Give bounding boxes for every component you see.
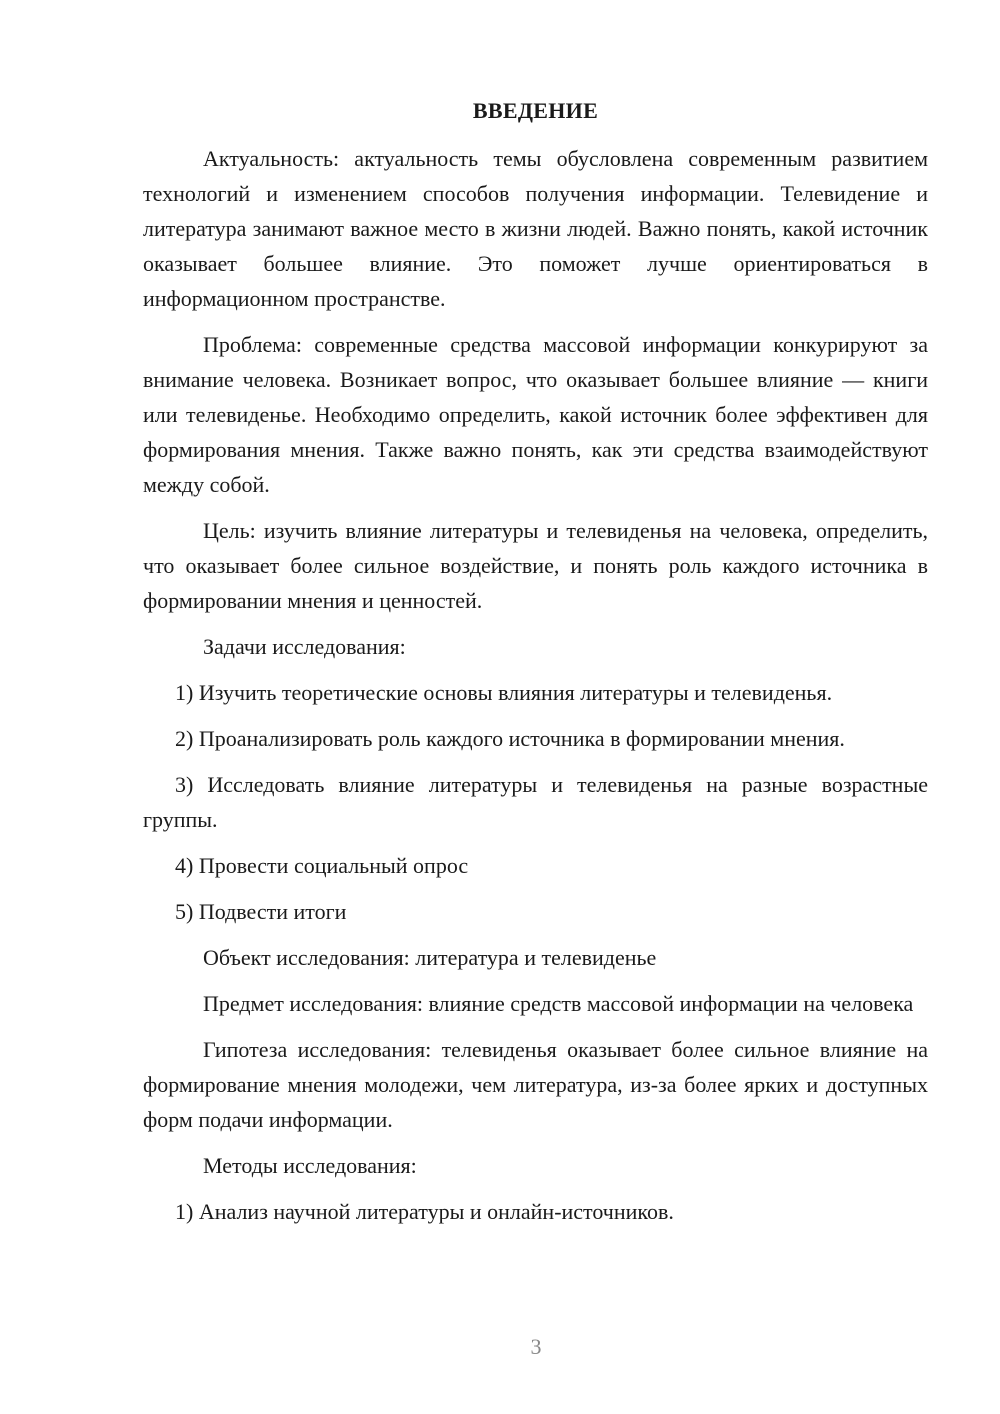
subject-paragraph: Предмет исследования: влияние средств массовой информации на человека	[203, 991, 914, 1016]
task-item: 2) Проанализировать роль каждого источника в формировании мнения.	[175, 726, 845, 751]
page-number: 3	[530, 1334, 542, 1359]
problem-paragraph: Проблема: современные средства массовой информации конкурируют за внимание человека. Возникает вопрос, что оказывает большее влияние — книги или телевиденье. Необходимо определить, какой источник более эффективен для формирования мнения. Также важно понять, как эти средства взаимодействуют между собой.	[143, 332, 928, 497]
task-item: 4) Провести социальный опрос	[175, 853, 469, 878]
object-line: Объект исследования: литература и телевиденье	[203, 945, 657, 970]
task-item: 1) Изучить теоретические основы влияния литературы и телевиденья.	[175, 680, 833, 705]
section-title: ВВЕДЕНИЕ	[472, 98, 599, 123]
task-item: 3) Исследовать влияние литературы и телевиденья на разные возрастные группы.	[143, 772, 928, 832]
hypothesis-paragraph: Гипотеза исследования: телевиденья оказывает более сильное влияние на формирование мнения молодежи, чем литература, из-за более ярких и доступных форм подачи информации.	[143, 1037, 928, 1132]
goal-paragraph: Цель: изучить влияние литературы и телевиденья на человека, определить, что оказывает более сильное воздействие, и понять роль каждого источника в формировании мнения и ценностей.	[143, 518, 928, 613]
relevance-paragraph: Актуальность: актуальность темы обусловлена современным развитием технологий и изменением способов получения информации. Телевидение и литература занимают важное место в жизни людей. Важно понять, какой источник оказывает большее влияние. Это поможет лучше ориентироваться в информационном пространстве.	[143, 146, 928, 311]
task-item: 5) Подвести итоги	[175, 899, 347, 924]
tasks-heading: Задачи исследования:	[203, 634, 406, 659]
document-page	[143, 96, 928, 1240]
method-item: 1) Анализ научной литературы и онлайн-источников.	[175, 1199, 674, 1224]
methods-heading: Методы исследования:	[203, 1153, 417, 1178]
